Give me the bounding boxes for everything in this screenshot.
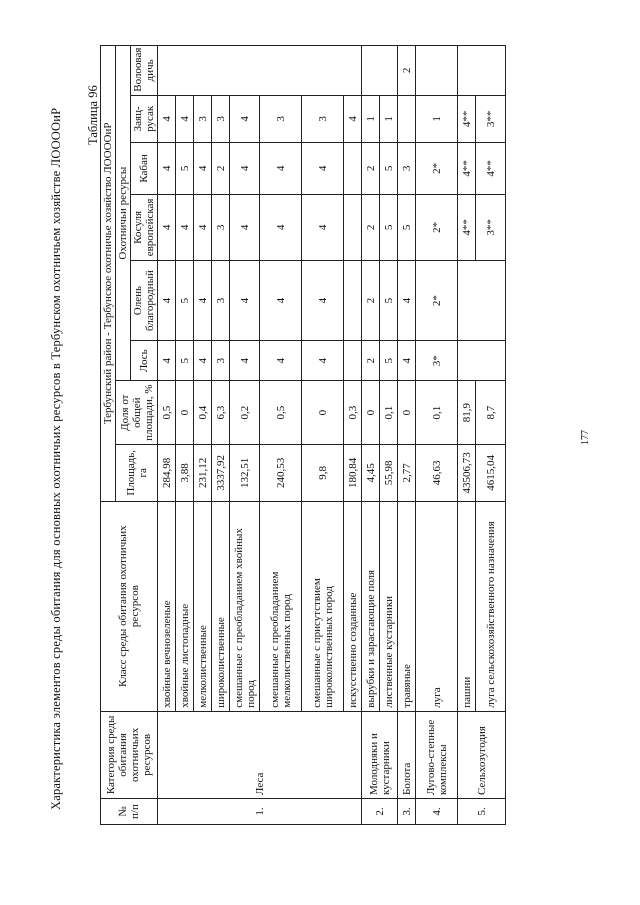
row-value: 4 — [176, 95, 194, 142]
header-category: Категория среды обитания охотничьих ресурсов — [101, 711, 158, 798]
table-row — [362, 46, 380, 825]
row-num: 2. — [362, 799, 398, 825]
row-value: 4 — [230, 95, 260, 142]
row-value: 5 — [380, 142, 398, 194]
header-num: № п/п — [101, 799, 158, 825]
row-value: 4 — [398, 341, 416, 381]
row-value: 3** — [476, 194, 506, 260]
row-class: луга сельскохозяйственного назначения — [476, 501, 506, 711]
row-share: 0,5 — [260, 381, 302, 445]
row-value: 2 — [362, 194, 380, 260]
row-num: 5. — [458, 799, 506, 825]
row-share: 0 — [302, 381, 344, 445]
table-number: Таблица 96 — [86, 85, 100, 145]
row-value — [158, 46, 362, 96]
row-value — [458, 260, 506, 340]
row-share: 0,4 — [194, 381, 212, 445]
row-area: 180,84 — [344, 445, 362, 502]
row-area: 132,51 — [230, 445, 260, 502]
row-value: 4 — [230, 194, 260, 260]
header-species: Волоовая дичь — [131, 46, 158, 96]
row-value: 2 — [212, 142, 230, 194]
row-area: 231,12 — [194, 445, 212, 502]
row-class: смешанные с преобладанием хвойных пород — [230, 501, 260, 711]
row-value: 4 — [158, 95, 176, 142]
row-value: 5 — [380, 341, 398, 381]
table-row — [344, 46, 362, 825]
row-value: 5 — [176, 260, 194, 340]
row-value — [344, 260, 362, 340]
row-class: луга — [416, 501, 458, 711]
header-species: Заяц-русак — [131, 95, 158, 142]
table-row — [176, 46, 194, 825]
row-value: 4** — [476, 142, 506, 194]
row-category: Сельхозугодия — [458, 711, 506, 798]
row-class: хвойные вечнозеленые — [158, 501, 176, 711]
row-class: мелколиственные — [194, 501, 212, 711]
row-class: смешанные с присутствием широколиственных пород — [302, 501, 344, 711]
row-class: пашни — [458, 501, 476, 711]
row-value: 1 — [380, 95, 398, 142]
row-value — [344, 142, 362, 194]
header-region: Тербунский район - Тербунское охотничье хозяйство ЛООООиР — [101, 46, 116, 502]
row-class: смешанные с преобладанием мелколиственных пород — [260, 501, 302, 711]
row-value — [344, 341, 362, 381]
row-value — [416, 46, 458, 96]
row-area: 284,98 — [158, 445, 176, 502]
row-value: 5 — [176, 142, 194, 194]
table-row — [194, 46, 212, 825]
row-share: 8,7 — [476, 381, 506, 445]
row-category: Лугово-степные комплексы — [416, 711, 458, 798]
header-species: Кабан — [131, 142, 158, 194]
row-value: 4 — [158, 260, 176, 340]
row-area: 43506,73 — [458, 445, 476, 502]
row-share: 0 — [362, 381, 380, 445]
row-value: 4 — [194, 260, 212, 340]
row-value: 4 — [302, 142, 344, 194]
row-share: 0,1 — [416, 381, 458, 445]
row-area: 2,77 — [398, 445, 416, 502]
row-value: 3 — [260, 95, 302, 142]
row-value: 2* — [416, 194, 458, 260]
row-value: 4 — [344, 95, 362, 142]
row-num: 1. — [158, 799, 362, 825]
row-area: 3,88 — [176, 445, 194, 502]
row-value: 4 — [260, 260, 302, 340]
row-value: 3 — [398, 142, 416, 194]
row-value: 2 — [362, 142, 380, 194]
row-value: 5 — [398, 194, 416, 260]
row-value: 4 — [194, 341, 212, 381]
table-row — [416, 46, 458, 825]
row-area: 4615,04 — [476, 445, 506, 502]
row-area: 55,98 — [380, 445, 398, 502]
row-value: 4 — [398, 260, 416, 340]
row-share: 0,1 — [380, 381, 398, 445]
header-share: Доля от общей площади, % — [116, 381, 158, 445]
row-area: 46,63 — [416, 445, 458, 502]
row-value: 3 — [212, 194, 230, 260]
row-share: 0 — [398, 381, 416, 445]
row-class: лиственные кустарники — [380, 501, 398, 711]
row-value: 4 — [230, 142, 260, 194]
row-value: 4 — [194, 194, 212, 260]
row-value — [398, 95, 416, 142]
row-share: 0,5 — [158, 381, 176, 445]
row-value: 4 — [260, 341, 302, 381]
row-category: Молодняки и кустарники — [362, 711, 398, 798]
row-value: 3 — [212, 341, 230, 381]
row-area: 240,53 — [260, 445, 302, 502]
row-value: 1 — [416, 95, 458, 142]
table-row — [230, 46, 260, 825]
row-value: 4** — [458, 194, 476, 260]
row-value: 2 — [362, 260, 380, 340]
row-share: 0,3 — [344, 381, 362, 445]
row-class: травяные — [398, 501, 416, 711]
table-row — [458, 46, 476, 825]
row-value — [362, 46, 398, 96]
row-value: 3 — [212, 260, 230, 340]
header-species: Олень благородный — [131, 260, 158, 340]
row-value: 3** — [476, 95, 506, 142]
table-row — [380, 46, 398, 825]
habitat-table — [100, 45, 506, 825]
row-value: 4 — [260, 142, 302, 194]
table-row — [158, 46, 176, 825]
row-num: 4. — [416, 799, 458, 825]
row-value: 4** — [458, 95, 476, 142]
header-class: Класс среды обитания охотничьих ресурсов — [101, 501, 158, 711]
row-share: 0 — [176, 381, 194, 445]
row-area: 4,45 — [362, 445, 380, 502]
row-category: Леса — [158, 711, 362, 798]
row-value: 4 — [158, 194, 176, 260]
row-class: хвойные листопадные — [176, 501, 194, 711]
row-value: 5 — [380, 260, 398, 340]
header-species: Лось — [131, 341, 158, 381]
row-value: 4 — [158, 341, 176, 381]
row-value: 4 — [194, 142, 212, 194]
row-value: 4 — [230, 260, 260, 340]
header-row-1 — [101, 46, 116, 825]
page-number: 177 — [580, 430, 591, 445]
row-value: 4** — [458, 142, 476, 194]
table-row — [260, 46, 302, 825]
table-row — [212, 46, 230, 825]
row-value — [458, 46, 506, 96]
table-caption: Характеристика элементов среды обитания для основных охотничьих ресурсов в Тербунском охотничьем хозяйстве ЛООООиР — [49, 107, 63, 810]
row-value: 3* — [416, 341, 458, 381]
table-row — [398, 46, 416, 825]
row-share: 0,2 — [230, 381, 260, 445]
row-value: 2 — [398, 46, 416, 96]
row-value: 4 — [302, 194, 344, 260]
row-value — [344, 194, 362, 260]
table-row — [302, 46, 344, 825]
row-value — [458, 341, 506, 381]
row-class: широколиственные — [212, 501, 230, 711]
row-num: 3. — [398, 799, 416, 825]
row-value: 4 — [302, 260, 344, 340]
row-value: 3 — [302, 95, 344, 142]
row-value: 2* — [416, 260, 458, 340]
row-value: 4 — [158, 142, 176, 194]
row-value: 3 — [212, 95, 230, 142]
row-value: 2* — [416, 142, 458, 194]
row-class: искусственно созданные — [344, 501, 362, 711]
row-value: 4 — [260, 194, 302, 260]
header-area: Площадь, га — [116, 445, 158, 502]
row-value: 4 — [230, 341, 260, 381]
row-area: 3337,92 — [212, 445, 230, 502]
row-class: вырубки и зарастающие поля — [362, 501, 380, 711]
row-value: 4 — [302, 341, 344, 381]
row-share: 6,3 — [212, 381, 230, 445]
row-area: 9,8 — [302, 445, 344, 502]
row-value: 2 — [362, 341, 380, 381]
row-value: 4 — [176, 194, 194, 260]
table-row — [476, 46, 506, 825]
row-value: 1 — [362, 95, 380, 142]
header-species: Косуля европейская — [131, 194, 158, 260]
row-category: Болота — [398, 711, 416, 798]
row-value: 5 — [380, 194, 398, 260]
row-value: 3 — [194, 95, 212, 142]
header-resources: Охотничьи ресурсы — [116, 46, 131, 381]
row-value: 5 — [176, 341, 194, 381]
row-share: 81,9 — [458, 381, 476, 445]
